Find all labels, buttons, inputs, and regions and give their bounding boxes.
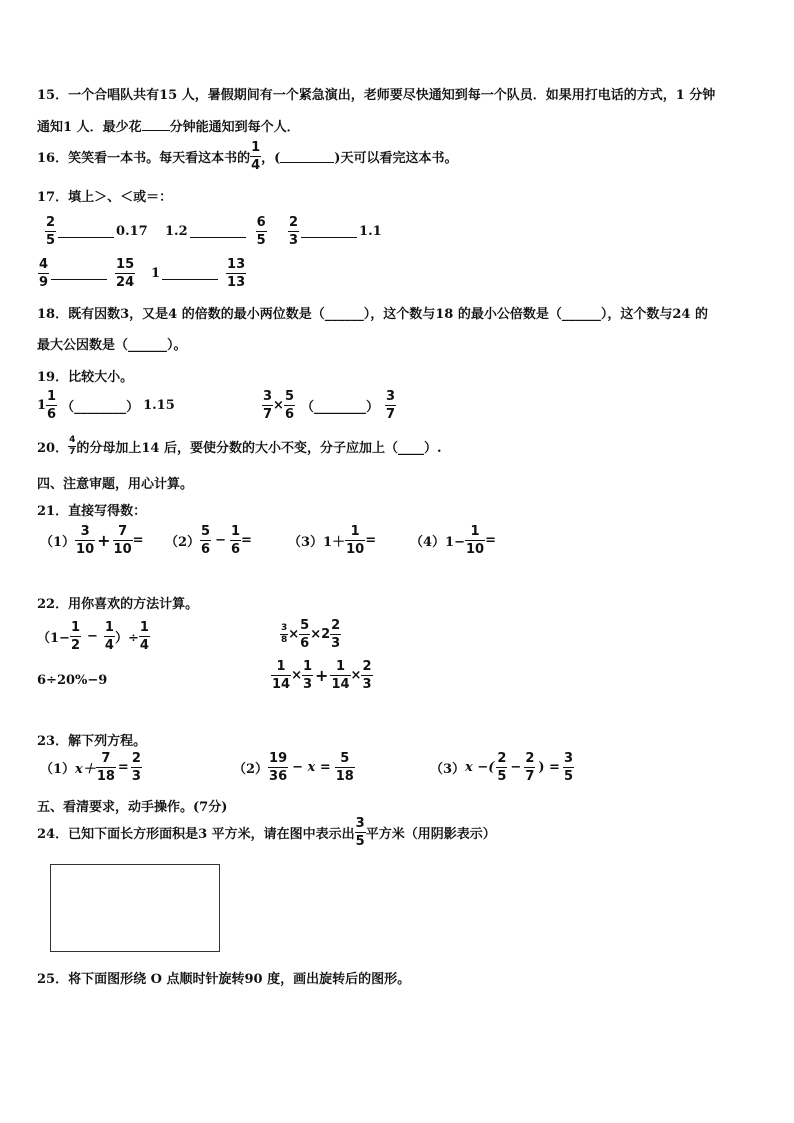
q17-1-right: 0.17 [116, 224, 148, 239]
q23-p3-eq: ) = [538, 760, 560, 775]
q21-p1-d2: 10 [113, 542, 132, 557]
q19-b-n2: 5 [284, 389, 294, 404]
q23-p3-n3: 3 [563, 751, 573, 766]
q20-den: 7 [69, 447, 76, 457]
q23-p2-mid: − x = [292, 760, 331, 775]
q21-p2-d2: 6 [231, 542, 241, 557]
q23-p2-label: （2） [233, 762, 269, 777]
q16-text-b: ，( [261, 151, 281, 166]
q22-e1-d1: 2 [70, 638, 80, 653]
q16-text-c: )天可以看完这本书。 [334, 151, 458, 166]
q22-expr-1 [37, 621, 150, 652]
q18-line2: 最大公因数是（______）。 [37, 338, 187, 353]
q22-expr-3: 6÷20%−9 [37, 673, 108, 688]
q17-1-den: 5 [46, 233, 56, 248]
q17-5-left: 1 [151, 266, 161, 281]
q17-5-num: 13 [227, 257, 246, 272]
q17-4-rden: 24 [116, 275, 135, 290]
q17-1-blank[interactable] [58, 225, 114, 238]
q21-p1-label: （1） [40, 535, 76, 550]
q20 [37, 436, 442, 457]
q17-4-rnum: 15 [116, 257, 135, 272]
q19-b-op: × [273, 398, 284, 413]
q15-text-b: 分钟能通知到每个人． [169, 120, 300, 135]
q21-p1-op: + [97, 531, 111, 550]
q23-p3-d3: 5 [563, 769, 573, 784]
q22-e4-times2: × [350, 668, 362, 683]
q21-title: 21．直接写得数： [37, 504, 147, 519]
q23-p1 [40, 752, 142, 783]
q20-num: 4 [69, 435, 76, 445]
q23-p3-x: x −( [465, 760, 495, 775]
q17-item-4 [38, 258, 135, 289]
q19-b [262, 390, 396, 421]
q23-p1-n1: 7 [101, 751, 111, 766]
q15-line2 [37, 116, 300, 135]
q19-a-num: 1 [47, 389, 57, 404]
q19-a-right: 1.15 [143, 398, 175, 413]
q16-answer-blank[interactable] [280, 150, 334, 163]
q22-e1-n3: 1 [139, 620, 149, 635]
q22-e2-n3: 2 [331, 618, 341, 633]
q16 [37, 141, 457, 172]
q15-line1: 15．一个合唱队共有15 人，暑假期间有一个紧急演出，老师要尽快通知到每一个队员．如果用打电话的方式，1 分钟 [37, 88, 716, 103]
q22-expr-4 [271, 660, 373, 691]
q16-num: 1 [251, 140, 261, 155]
q21-p1-d1: 10 [76, 542, 95, 557]
q21-p4-label: （4）1− [410, 535, 465, 550]
q19-a-whole: 1 [37, 398, 47, 413]
q22-e2-n1: 3 [281, 623, 288, 633]
q22-e1-open: （1− [37, 631, 70, 646]
q18-line1: 18．既有因数3，又是4 的倍数的最小两位数是（______），这个数与18 的最小公倍数是（______），这个数与24 的 [37, 307, 708, 322]
q17-3-den: 3 [289, 233, 299, 248]
q21-p2 [165, 525, 252, 556]
q23-p1-n2: 2 [131, 751, 141, 766]
q23-p1-d1: 18 [96, 769, 115, 784]
q17-5-blank[interactable] [162, 267, 218, 280]
q24 [37, 817, 496, 848]
q22-title: 22．用你喜欢的方法计算。 [37, 597, 199, 612]
q19-b-n1: 3 [263, 389, 273, 404]
q22-e4-n3: 1 [335, 659, 346, 674]
q19-b-d3: 7 [386, 407, 396, 422]
q22-e2-d1: 8 [281, 635, 288, 645]
q24-den: 5 [355, 834, 365, 849]
q23-p1-eq: = [117, 760, 129, 775]
q20-label: 20． [37, 441, 69, 456]
q17-4-den: 9 [39, 275, 49, 290]
q21-p1-n2: 7 [118, 524, 128, 539]
q15-answer-blank[interactable] [142, 118, 170, 131]
q22-e4-d3: 14 [331, 677, 350, 692]
q23-p2 [233, 752, 355, 783]
q16-text-a: 16．笑笑看一本书。每天看这本书的 [37, 151, 251, 166]
q22-e4-plus: + [315, 666, 329, 685]
q21-p1-n1: 3 [80, 524, 90, 539]
q19-a-den: 6 [47, 407, 57, 422]
q23-p2-d1: 36 [269, 769, 288, 784]
section-4-heading: 四、注意审题，用心计算。 [37, 477, 194, 492]
q17-2-left: 1.2 [165, 224, 188, 239]
q22-e4-d2: 3 [303, 677, 313, 692]
q22-e4-d1: 14 [272, 677, 291, 692]
q23-title: 23．解下列方程。 [37, 734, 147, 749]
q19-title: 19．比较大小。 [37, 370, 134, 385]
q17-2-num: 6 [256, 215, 266, 230]
q21-p3-eq: = [365, 533, 377, 548]
q17-item-3 [288, 216, 382, 247]
q23-p3-minus: − [510, 760, 522, 775]
q21-p1 [40, 525, 144, 556]
q19-a [37, 390, 175, 421]
q19-b-d2: 6 [284, 407, 294, 422]
q22-e4-d4: 3 [362, 677, 372, 692]
q19-b-d1: 7 [263, 407, 273, 422]
q16-den: 4 [251, 158, 261, 173]
q17-1-num: 2 [46, 215, 56, 230]
q21-p3-label: （3）1＋ [288, 535, 346, 550]
q24-num: 3 [355, 816, 365, 831]
q17-5-den: 13 [227, 275, 246, 290]
q21-p2-n1: 5 [201, 524, 211, 539]
q17-3-right: 1.1 [359, 224, 382, 239]
q21-p3 [288, 525, 376, 556]
q22-e2-d3: 3 [331, 636, 341, 651]
q23-p1-label: （1） [40, 762, 76, 777]
q22-e1-n1: 1 [70, 620, 80, 635]
q22-e1-d3: 4 [139, 638, 149, 653]
q24-text-b: 平方米（用阴影表示） [365, 827, 496, 842]
q23-p2-n1: 19 [269, 751, 288, 766]
q21-p1-eq: = [132, 533, 144, 548]
section-5-heading: 五、看清要求，动手操作。(7分) [37, 800, 228, 815]
q21-p4-eq: = [485, 533, 496, 548]
q17-2-den: 5 [256, 233, 266, 248]
q17-item-1 [45, 216, 148, 247]
q22-e4-n4: 2 [362, 659, 372, 674]
q21-p3-den: 10 [346, 542, 365, 557]
q22-e2-times2: ×2 [310, 627, 331, 642]
q22-e1-d2: 4 [104, 638, 114, 653]
q21-p2-n2: 1 [231, 524, 241, 539]
q24-text-a: 24．已知下面长方形面积是3 平方米，请在图中表示出 [37, 827, 355, 842]
q21-p2-eq: = [241, 533, 252, 548]
q23-p3-d2: 7 [525, 769, 535, 784]
q21-p2-label: （2） [165, 535, 201, 550]
q23-p2-d2: 18 [335, 769, 354, 784]
q17-title: 17．填上＞、＜或＝： [37, 190, 173, 205]
q23-p3-label: （3） [430, 762, 466, 777]
q17-3-blank[interactable] [301, 225, 357, 238]
q22-e1-close: ）÷ [114, 631, 139, 646]
q22-expr-2 [280, 619, 341, 650]
q23-p1-d2: 3 [131, 769, 141, 784]
q22-e4-times: × [291, 668, 302, 683]
q21-p2-op: − [215, 533, 226, 548]
q19-a-blank[interactable]: （________） [61, 400, 140, 415]
q17-4-num: 4 [39, 257, 49, 272]
q20-text: 的分母加上14 后，要使分数的大小不变，分子应加上（____）. [76, 441, 442, 456]
q15-text-a: 通知1 人．最少花 [37, 120, 142, 135]
q25-text: 25．将下面图形绕 O 点顺时针旋转90 度，画出旋转后的图形。 [37, 972, 411, 987]
q22-e4-n2: 1 [303, 659, 313, 674]
q21-p2-d1: 6 [201, 542, 211, 557]
q17-3-num: 2 [289, 215, 299, 230]
q22-e1-n2: 1 [104, 620, 114, 635]
q17-4-blank[interactable] [51, 267, 107, 280]
q17-2-blank[interactable] [190, 225, 246, 238]
q22-e2-d2: 6 [300, 636, 310, 651]
q21-p4-num: 1 [470, 524, 480, 539]
q22-e4-n1: 1 [276, 659, 286, 674]
q16-fraction [250, 141, 261, 172]
q23-p3-d1: 5 [497, 769, 507, 784]
q24-rectangle[interactable] [50, 864, 220, 952]
q23-p1-x: x＋ [75, 762, 96, 777]
q17-item-5 [151, 258, 246, 289]
q19-b-n3: 3 [386, 389, 396, 404]
q23-p3 [430, 752, 574, 783]
q17-item-2 [165, 216, 267, 247]
q22-e2-times: × [288, 627, 300, 642]
q21-p4-den: 10 [465, 542, 485, 557]
q21-p3-num: 1 [350, 524, 360, 539]
q19-b-blank[interactable]: （________） [301, 400, 380, 415]
q23-p2-n2: 5 [340, 751, 350, 766]
q23-p3-n2: 2 [525, 751, 535, 766]
q23-p3-n1: 2 [497, 751, 507, 766]
q21-p4 [410, 525, 496, 556]
q22-e2-n2: 5 [300, 618, 310, 633]
q22-e1-minus: − [87, 629, 98, 644]
